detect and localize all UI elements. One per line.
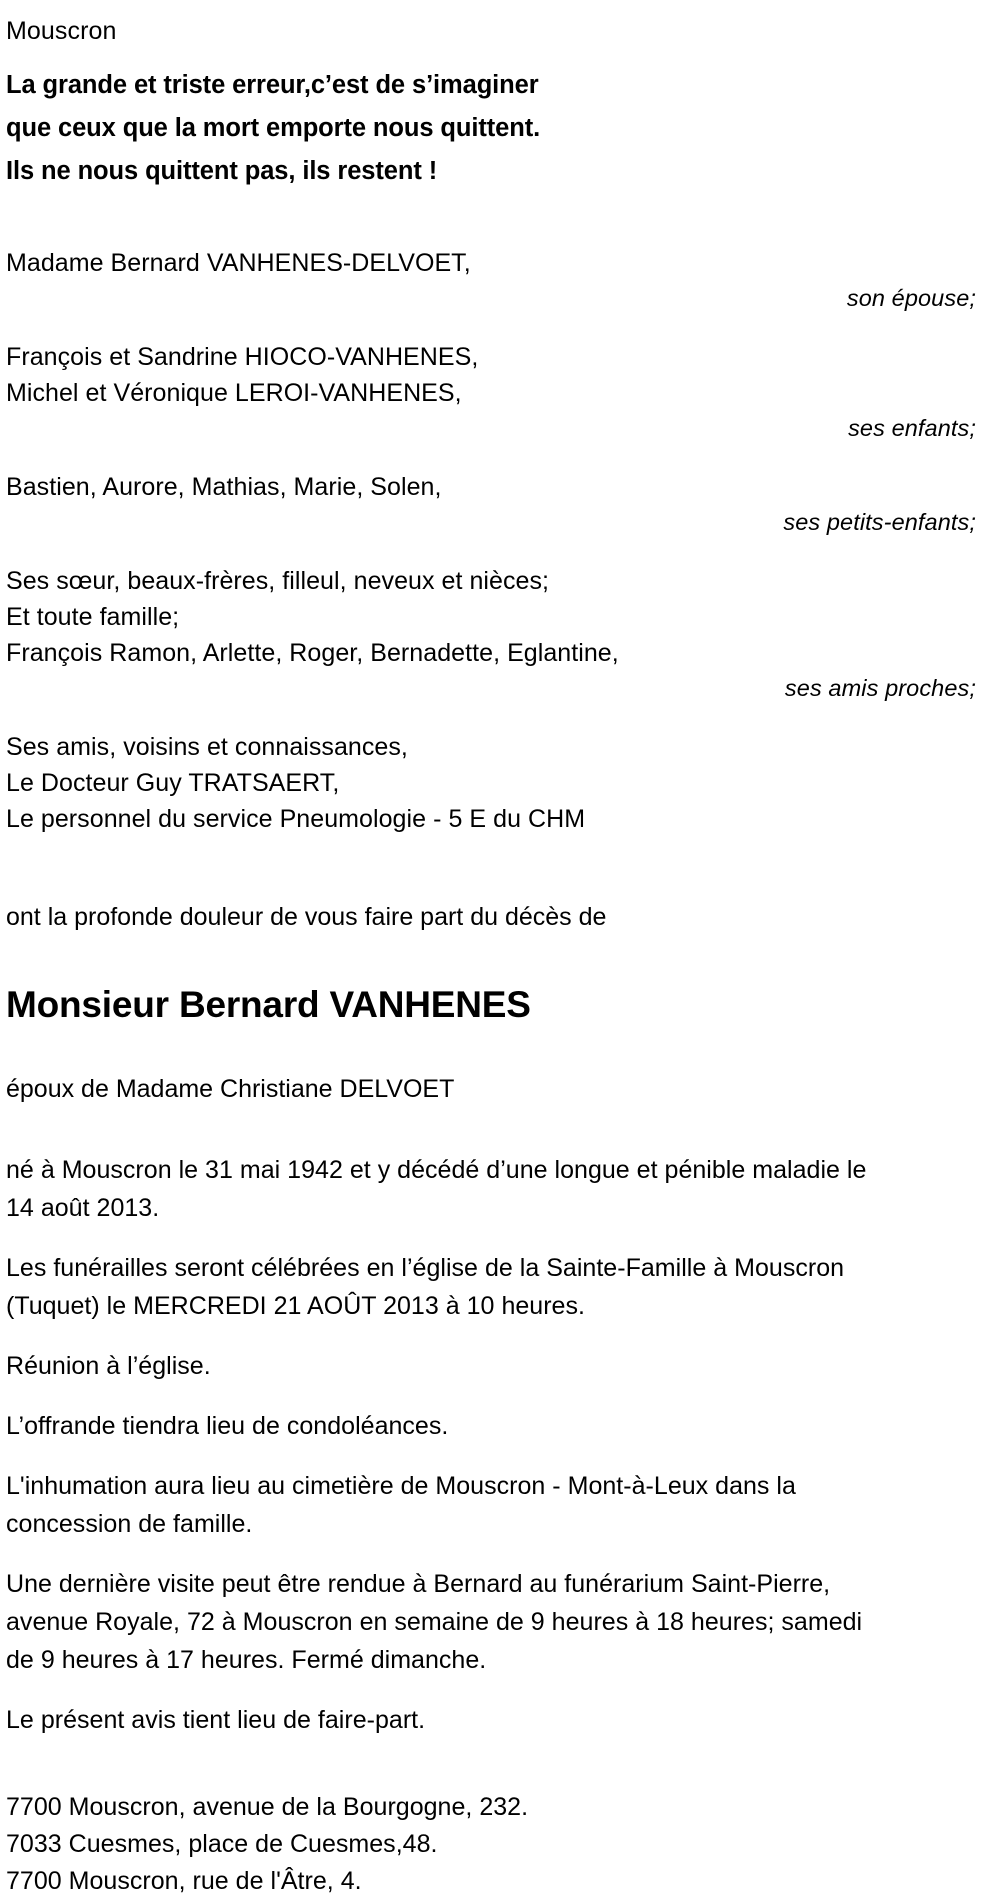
address-line: 7700 Mouscron, rue de l'Âtre, 4. [6,1867,362,1895]
relation-label: ses petits-enfants; [783,509,976,535]
mourner-name: Ses amis, voisins et connaissances, [6,733,408,761]
detail-funeral-service: Les funérailles seront célébrées en l’église de la Sainte-Famille à Mouscron (Tuquet) le MERCREDI 21 AOÛT 2013 à 10 heures. [6,1254,845,1320]
mourner-names [6,245,978,281]
mourner-names [6,469,978,505]
epigraph-quote [6,64,978,193]
mourner-name: Ses sœur, beaux-frères, filleul, neveux et nièces; [6,567,550,595]
mourner-name: François Ramon, Arlette, Roger, Bernadette, Eglantine, [6,639,619,667]
mourner-group [6,729,978,837]
mourner-names [6,729,978,837]
detail-birth-death: né à Mouscron le 31 mai 1942 et y décédé d’une longue et pénible maladie le 14 août 2013. [6,1156,867,1222]
detail-offering: L’offrande tiendra lieu de condoléances. [6,1412,449,1440]
mourner-name: Bastien, Aurore, Mathias, Marie, Solen, [6,473,442,501]
mourner-name: Le personnel du service Pneumologie - 5 E du CHM [6,805,586,833]
mourner-names [6,339,978,411]
address-line: 7700 Mouscron, avenue de la Bourgogne, 232. [6,1793,529,1821]
detail-burial: L'inhumation aura lieu au cimetière de Mouscron - Mont-à-Leux dans la concession de famille. [6,1472,796,1538]
relation-label: ses amis proches; [784,675,976,701]
spouse-line: époux de Madame Christiane DELVOET [6,1075,455,1103]
mourner-group [6,563,978,705]
mourner-name: Madame Bernard VANHENES-DELVOET, [6,249,471,277]
relation-label: ses enfants; [848,415,976,441]
epigraph-line-3: Ils ne nous quittent pas, ils restent ! [6,157,438,185]
mourner-name: Le Docteur Guy TRATSAERT, [6,769,340,797]
detail-notice-statement: Le présent avis tient lieu de faire-part. [6,1706,426,1734]
mourner-name: Michel et Véronique LEROI-VANHENES, [6,379,462,407]
epigraph-line-2: que ceux que la mort emporte nous quittent. [6,114,541,142]
deceased-name: Monsieur Bernard VANHENES [6,984,531,1025]
announcement-line: ont la profonde douleur de vous faire part du décès de [6,903,607,931]
detail-visitation: Une dernière visite peut être rendue à Bernard au funérarium Saint-Pierre, avenue Royale, 72 à Mouscron en semaine de 9 heures à 18 heures; samedi de 9 heures à 17 heures. Fermé dimanche. [6,1570,863,1674]
mourner-name: François et Sandrine HIOCO-VANHENES, [6,343,479,371]
details-section [6,1151,978,1739]
mourner-names [6,563,978,671]
addresses-section [6,1789,978,1900]
mourners-list [6,245,978,837]
detail-gathering: Réunion à l’église. [6,1352,211,1380]
mourner-group [6,339,978,445]
address-line: 7033 Cuesmes, place de Cuesmes,48. [6,1830,438,1858]
mourner-group [6,245,978,315]
relation-label: son épouse; [846,285,976,311]
mourner-name: Et toute famille; [6,603,180,631]
epigraph-line-1: La grande et triste erreur,c’est de s’imaginer [6,71,539,99]
city-line: Mouscron [6,17,117,45]
mourner-group [6,469,978,539]
